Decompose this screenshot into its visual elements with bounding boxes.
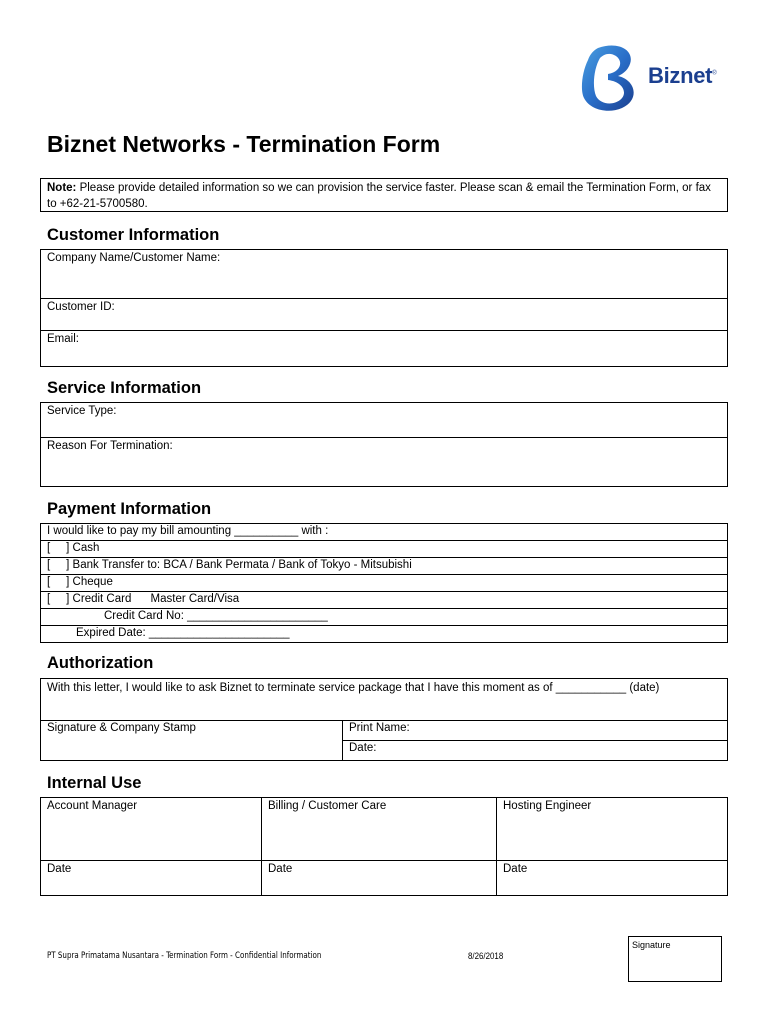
hosting-engineer-label: Hosting Engineer [503, 800, 592, 812]
billing-date-field[interactable] [262, 861, 497, 895]
authorization-statement-text: With this letter, I would like to ask Biznet to terminate service package that I have this moment as of ___________ (date) [47, 682, 660, 694]
account-manager-date-label: Date [47, 863, 72, 875]
biznet-logo [578, 42, 728, 114]
service-info-table [40, 402, 728, 487]
page-title: Biznet Networks - Termination Form [47, 131, 441, 157]
expired-date-row[interactable] [41, 626, 727, 642]
payment-option-cheque[interactable] [41, 575, 727, 592]
footer-date: 8/26/2018 [468, 951, 504, 961]
cheque-option-label: [ ] Cheque [47, 576, 113, 588]
biznet-logo-mark-icon [578, 42, 648, 114]
authorization-statement [41, 679, 727, 721]
payment-info-heading: Payment Information [47, 500, 212, 518]
payment-option-cash[interactable] [41, 541, 727, 558]
termination-reason-field[interactable] [41, 438, 727, 486]
note-label: Note: [47, 182, 77, 194]
authorization-date-label: Date: [349, 742, 377, 754]
hosting-engineer-date-field[interactable] [497, 861, 727, 895]
internal-use-heading: Internal Use [47, 774, 142, 792]
billing-customer-care-label: Billing / Customer Care [268, 800, 387, 812]
service-type-label: Service Type: [47, 405, 117, 417]
customer-info-heading: Customer Information [47, 226, 220, 244]
note-text: Please provide detailed information so we can provision the service faster. Please scan & email the Termination Form, or fax to +62-21-5700580. [47, 182, 711, 210]
customer-info-table [40, 249, 728, 367]
customer-id-field[interactable] [41, 299, 727, 331]
internal-use-table [40, 797, 728, 896]
billing-customer-care-field[interactable] [262, 798, 497, 860]
credit-card-number-row[interactable] [41, 609, 727, 626]
company-name-field[interactable] [41, 250, 727, 299]
print-name-label: Print Name: [349, 722, 410, 734]
authorization-table [40, 678, 728, 761]
footer-signature-label: Signature [632, 940, 671, 950]
email-field[interactable] [41, 331, 727, 366]
account-manager-label: Account Manager [47, 800, 138, 812]
footer-text: PT Supra Primatama Nusantara - Termination Form - Confidential Information [47, 951, 322, 961]
service-info-heading: Service Information [47, 379, 202, 397]
signature-stamp-label: Signature & Company Stamp [47, 722, 196, 734]
billing-date-label: Date [268, 863, 293, 875]
note-box [40, 178, 728, 212]
cash-option-label: [ ] Cash [47, 542, 100, 554]
bank-transfer-option-label: [ ] Bank Transfer to: BCA / Bank Permata / Bank of Tokyo - Mitsubishi [47, 559, 412, 571]
termination-reason-label: Reason For Termination: [47, 440, 173, 452]
payment-info-table [40, 523, 728, 643]
expired-date-label: Expired Date: ______________________ [76, 627, 290, 639]
credit-card-option-label: [ ] Credit Card Master Card/Visa [47, 593, 240, 605]
authorization-heading: Authorization [47, 654, 154, 672]
account-manager-date-field[interactable] [41, 861, 262, 895]
service-type-field[interactable] [41, 403, 727, 438]
company-name-label: Company Name/Customer Name: [47, 252, 221, 264]
internal-use-date-row [41, 861, 727, 895]
customer-id-label: Customer ID: [47, 301, 115, 313]
signature-stamp-field[interactable] [41, 721, 343, 760]
print-name-field[interactable] [343, 721, 727, 741]
footer-signature-box[interactable] [628, 936, 722, 982]
account-manager-field[interactable] [41, 798, 262, 860]
payment-amount-row[interactable] [41, 524, 727, 541]
hosting-engineer-field[interactable] [497, 798, 727, 860]
biznet-logo-text: Biznet® [648, 63, 717, 88]
print-name-date-cell [343, 721, 727, 760]
payment-option-bank-transfer[interactable] [41, 558, 727, 575]
credit-card-number-label: Credit Card No: ______________________ [104, 610, 328, 622]
authorization-date-field[interactable] [343, 741, 727, 759]
authorization-signature-row [41, 721, 727, 760]
payment-option-credit-card[interactable] [41, 592, 727, 609]
hosting-engineer-date-label: Date [503, 863, 528, 875]
internal-use-role-row [41, 798, 727, 861]
payment-amount-label: I would like to pay my bill amounting __________ with : [47, 525, 329, 537]
email-label: Email: [47, 333, 79, 345]
